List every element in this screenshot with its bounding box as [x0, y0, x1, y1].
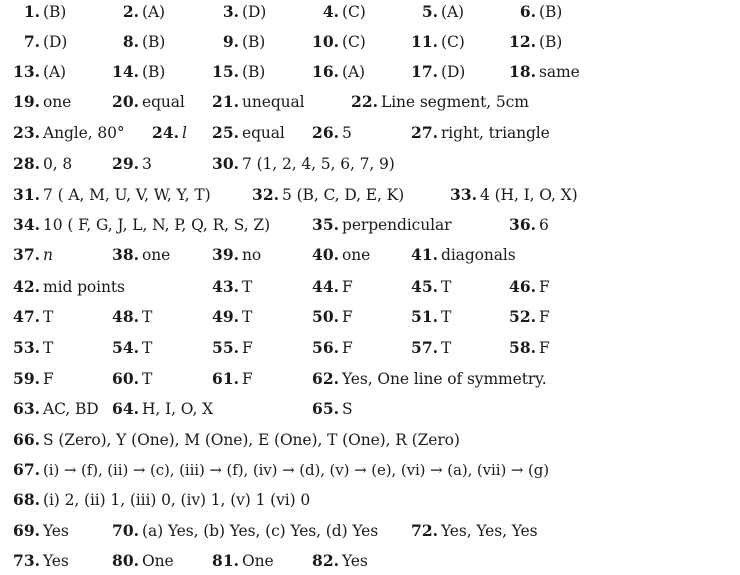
answer-text: Yes [43, 522, 69, 540]
answer-item [0, 154, 72, 174]
question-number: 17. [411, 62, 438, 81]
answer-item [299, 399, 353, 419]
answer-item [437, 185, 578, 205]
question-number: 63. [13, 399, 40, 418]
answer-text: diagonals [441, 246, 516, 264]
answer-text: (A) [43, 63, 66, 81]
answer-text: 0, 8 [43, 155, 73, 173]
answer-item [299, 307, 353, 327]
answer-text: (D) [441, 63, 466, 81]
answer-text: (A) [142, 3, 165, 21]
answer-text: (A) [441, 3, 464, 21]
answer-text: (B) [242, 33, 266, 51]
answer-text: l [182, 124, 187, 142]
answer-row [0, 185, 740, 207]
question-number: 66. [13, 430, 40, 449]
answer-text: (D) [242, 3, 267, 21]
question-number: 27. [411, 123, 438, 142]
answer-text: unequal [242, 93, 305, 111]
answer-item [398, 521, 537, 541]
answer-text: Yes [43, 552, 69, 570]
answer-item [199, 307, 252, 327]
answer-text: T [242, 278, 253, 296]
answer-row [0, 32, 740, 54]
question-number: 47. [13, 307, 40, 326]
answer-text: (D) [43, 33, 68, 51]
answer-text: T [441, 278, 452, 296]
answer-text: equal [142, 93, 185, 111]
answer-text: one [342, 246, 371, 264]
question-number: 48. [112, 307, 139, 326]
answer-item [199, 123, 285, 143]
question-number: 73. [13, 551, 40, 570]
answer-text: 5 (B, C, D, E, K) [282, 186, 405, 204]
answer-row [0, 154, 740, 176]
answer-item [0, 307, 53, 327]
question-number: 68. [13, 490, 40, 509]
answer-text: AC, BD [43, 400, 99, 418]
answer-text: (A) [342, 63, 365, 81]
answer-item [199, 277, 252, 297]
answer-item [496, 215, 549, 235]
answer-item [99, 154, 152, 174]
answer-row [0, 62, 740, 84]
answer-item [0, 123, 125, 143]
question-number: 26. [312, 123, 339, 142]
answer-text: (a) Yes, (b) Yes, (c) Yes, (d) Yes [142, 522, 379, 540]
answer-row [0, 2, 740, 24]
question-number: 14. [112, 62, 139, 81]
answer-item [0, 551, 69, 571]
question-number: 49. [212, 307, 239, 326]
answer-item [0, 369, 54, 389]
answer-text: same [539, 63, 580, 81]
answer-row [0, 307, 740, 329]
question-number: 6. [519, 2, 536, 21]
answer-item [139, 123, 187, 143]
answer-item [398, 2, 464, 22]
answer-item [199, 154, 395, 174]
answer-item [398, 32, 465, 52]
answer-row [0, 277, 740, 299]
answer-item [0, 521, 69, 541]
answer-item [496, 2, 562, 22]
answer-row [0, 551, 740, 573]
question-number: 13. [13, 62, 40, 81]
question-number: 34. [13, 215, 40, 234]
answer-item [0, 62, 66, 82]
answer-text: 3 [142, 155, 152, 173]
answer-item [199, 369, 253, 389]
answer-text: Yes [342, 552, 368, 570]
answer-text: Angle, 80° [43, 124, 125, 142]
answer-item [398, 338, 451, 358]
question-number: 25. [212, 123, 239, 142]
answer-item [398, 307, 451, 327]
question-number: 59. [13, 369, 40, 388]
answer-text: One [242, 552, 274, 570]
answer-text: T [43, 308, 54, 326]
question-number: 81. [212, 551, 239, 570]
question-number: 12. [509, 32, 536, 51]
answer-text: T [43, 339, 54, 357]
answer-text: F [242, 370, 253, 388]
answer-item [99, 2, 165, 22]
question-number: 4. [322, 2, 339, 21]
question-number: 20. [112, 92, 139, 111]
question-number: 52. [509, 307, 536, 326]
answer-text: (i) 2, (ii) 1, (iii) 0, (iv) 1, (v) 1 (vi) 0 [43, 491, 311, 509]
question-number: 32. [252, 185, 279, 204]
answer-text: S [342, 400, 353, 418]
answer-text: F [539, 278, 550, 296]
question-number: 65. [312, 399, 339, 418]
answer-text: (B) [142, 33, 166, 51]
answer-item [398, 277, 451, 297]
question-number: 57. [411, 338, 438, 357]
question-number: 38. [112, 245, 139, 264]
answer-text: Yes, Yes, Yes [441, 522, 538, 540]
question-number: 39. [212, 245, 239, 264]
question-number: 23. [13, 123, 40, 142]
answer-text: (C) [441, 33, 465, 51]
question-number: 80. [112, 551, 139, 570]
answer-item [99, 521, 378, 541]
answer-item [398, 123, 550, 143]
answer-item [299, 215, 451, 235]
answer-item [299, 338, 353, 358]
answer-text: F [342, 278, 353, 296]
answer-text: Yes, One line of symmetry. [342, 370, 547, 388]
answer-item [99, 32, 165, 52]
question-number: 82. [312, 551, 339, 570]
question-number: 45. [411, 277, 438, 296]
answer-text: F [43, 370, 54, 388]
answer-text: One [142, 552, 174, 570]
answer-item [99, 62, 165, 82]
answer-item [299, 277, 353, 297]
answer-item [299, 123, 352, 143]
answer-item [0, 32, 67, 52]
answer-item [199, 62, 265, 82]
question-number: 69. [13, 521, 40, 540]
question-number: 72. [411, 521, 438, 540]
answer-item [99, 245, 170, 265]
answer-item [0, 2, 66, 22]
answer-row [0, 521, 740, 543]
answer-item [99, 399, 213, 419]
answer-text: T [242, 308, 253, 326]
question-number: 19. [13, 92, 40, 111]
question-number: 7. [23, 32, 40, 51]
answer-text: 7 ( A, M, U, V, W, Y, T) [43, 186, 211, 204]
answer-item [398, 62, 465, 82]
answer-text: n [43, 246, 53, 264]
answer-row [0, 430, 740, 452]
question-number: 51. [411, 307, 438, 326]
answer-text: 10 ( F, G, J, L, N, P, Q, R, S, Z) [43, 216, 271, 234]
question-number: 16. [312, 62, 339, 81]
answer-item [0, 430, 460, 450]
question-number: 11. [411, 32, 438, 51]
question-number: 58. [509, 338, 536, 357]
answer-item [0, 277, 125, 297]
answer-text: F [539, 339, 550, 357]
answer-row [0, 123, 740, 145]
question-number: 2. [122, 2, 139, 21]
answer-item [299, 32, 366, 52]
answer-text: (B) [242, 63, 266, 81]
answer-text: F [539, 308, 550, 326]
question-number: 46. [509, 277, 536, 296]
question-number: 70. [112, 521, 139, 540]
question-number: 61. [212, 369, 239, 388]
answer-item [496, 277, 550, 297]
answer-text: one [142, 246, 171, 264]
answer-item [398, 245, 516, 265]
question-number: 21. [212, 92, 239, 111]
question-number: 55. [212, 338, 239, 357]
answer-item [0, 92, 71, 112]
question-number: 15. [212, 62, 239, 81]
answer-item [0, 460, 549, 480]
question-number: 31. [13, 185, 40, 204]
answer-text: no [242, 246, 262, 264]
answer-row [0, 369, 740, 391]
answer-item [299, 245, 370, 265]
answer-item [299, 551, 368, 571]
answer-text: right, triangle [441, 124, 550, 142]
question-number: 62. [312, 369, 339, 388]
answer-text: F [342, 339, 353, 357]
question-number: 33. [450, 185, 477, 204]
question-number: 24. [152, 123, 179, 142]
answer-text: T [142, 370, 153, 388]
answer-item [199, 245, 261, 265]
question-number: 64. [112, 399, 139, 418]
question-number: 5. [421, 2, 438, 21]
question-number: 10. [312, 32, 339, 51]
answer-item [496, 62, 580, 82]
answer-text: perpendicular [342, 216, 452, 234]
answer-item [239, 185, 404, 205]
answer-text: (B) [539, 33, 563, 51]
answer-row [0, 245, 740, 267]
answer-item [496, 307, 550, 327]
answer-text: (C) [342, 33, 366, 51]
answer-item [0, 215, 270, 235]
question-number: 22. [351, 92, 378, 111]
answer-row [0, 92, 740, 114]
question-number: 30. [212, 154, 239, 173]
answer-item [199, 2, 266, 22]
question-number: 1. [23, 2, 40, 21]
answer-item [99, 551, 174, 571]
question-number: 29. [112, 154, 139, 173]
answer-text: 4 (H, I, O, X) [480, 186, 578, 204]
answer-text: (B) [142, 63, 166, 81]
question-number: 37. [13, 245, 40, 264]
answer-item [99, 338, 152, 358]
answer-text: T [441, 308, 452, 326]
question-number: 3. [222, 2, 239, 21]
answer-text: S (Zero), Y (One), M (One), E (One), T (One), R (Zero) [43, 431, 460, 449]
answer-row [0, 399, 740, 421]
question-number: 41. [411, 245, 438, 264]
answer-text: F [342, 308, 353, 326]
question-number: 40. [312, 245, 339, 264]
question-number: 28. [13, 154, 40, 173]
question-number: 36. [509, 215, 536, 234]
answer-item [99, 369, 152, 389]
answer-text: (B) [43, 3, 67, 21]
answer-item [0, 338, 53, 358]
answer-item [199, 92, 305, 112]
question-number: 35. [312, 215, 339, 234]
question-number: 44. [312, 277, 339, 296]
answer-text: 7 (1, 2, 4, 5, 6, 7, 9) [242, 155, 395, 173]
question-number: 9. [222, 32, 239, 51]
answer-row [0, 490, 740, 512]
question-number: 67. [13, 460, 40, 479]
answer-text: one [43, 93, 72, 111]
answer-text: mid points [43, 278, 125, 296]
answer-item [0, 399, 99, 419]
answer-text: 6 [539, 216, 549, 234]
answer-item [99, 92, 185, 112]
answer-text: T [441, 339, 452, 357]
answer-item [496, 32, 562, 52]
answer-text: (C) [342, 3, 366, 21]
answer-item [0, 245, 53, 265]
answer-item [299, 62, 365, 82]
answer-text: T [142, 308, 153, 326]
question-number: 50. [312, 307, 339, 326]
answer-text: (B) [539, 3, 563, 21]
question-number: 53. [13, 338, 40, 357]
answer-row [0, 460, 740, 482]
question-number: 8. [122, 32, 139, 51]
question-number: 60. [112, 369, 139, 388]
answer-text: F [242, 339, 253, 357]
answer-row [0, 338, 740, 360]
answer-item [338, 92, 529, 112]
answer-row [0, 215, 740, 237]
answer-item [99, 307, 152, 327]
question-number: 42. [13, 277, 40, 296]
answer-text: (i) → (f), (ii) → (c), (iii) → (f), (iv) → (d), (v) → (e), (vi) → (a), (vii) → (g) [43, 461, 550, 479]
answer-text: equal [242, 124, 285, 142]
answer-item [496, 338, 550, 358]
answer-item [199, 551, 274, 571]
answer-item [199, 338, 253, 358]
question-number: 43. [212, 277, 239, 296]
question-number: 54. [112, 338, 139, 357]
answer-text: T [142, 339, 153, 357]
answer-item [299, 369, 547, 389]
answer-text: Line segment, 5cm [381, 93, 529, 111]
answer-item [199, 32, 265, 52]
question-number: 18. [509, 62, 536, 81]
answer-item [299, 2, 366, 22]
answer-text: 5 [342, 124, 352, 142]
answer-item [0, 490, 310, 510]
answer-item [0, 185, 211, 205]
question-number: 56. [312, 338, 339, 357]
answer-text: H, I, O, X [142, 400, 214, 418]
